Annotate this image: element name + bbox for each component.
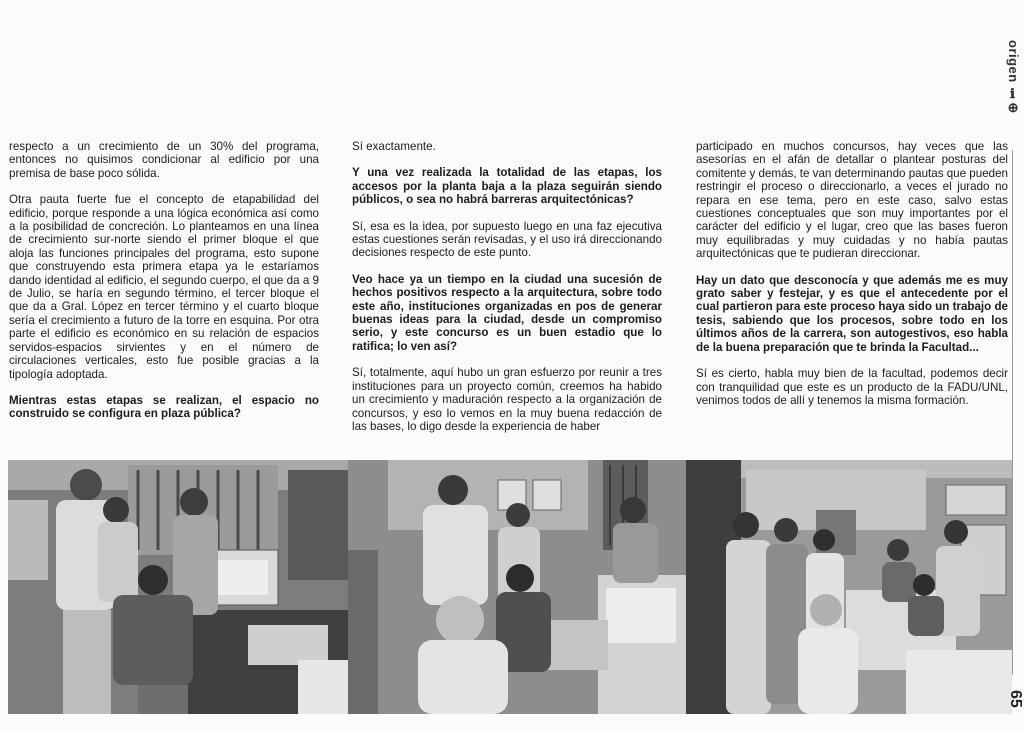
photo-office-center-image bbox=[348, 460, 686, 714]
paragraph: respecto a un crecimiento de un 30% del programa, entonces no quisimos condicionar al edificio por una premisa de base poco sólida. bbox=[9, 140, 319, 180]
logo-text bbox=[1006, 40, 1021, 114]
page-edge-rule bbox=[1012, 150, 1013, 675]
photo-office-left-image bbox=[8, 460, 348, 714]
paragraph: Sí, esa es la idea, por supuesto luego en una faz ejecutiva estas cuestiones serán revisadas, y el uso irá direccionando decisiones respecto de este punto. bbox=[352, 219, 662, 260]
page-number: 65 bbox=[1007, 690, 1024, 708]
interview-question: Mientras estas etapas se realizan, el espacio no construido se configura en plaza pública? bbox=[9, 393, 319, 421]
interview-question: Veo hace ya un tiempo en la ciudad una sucesión de hechos positivos respecto a la arquitectura, sobre todo este año, instituciones organizadas en pos de generar buenas ideas para la ciudad, desde un compromiso serio, y este concurso es un buen estadio que lo ratifica; lo ven así? bbox=[352, 272, 662, 353]
photo-strip bbox=[8, 460, 1012, 714]
photo-office-right bbox=[686, 460, 1012, 714]
paragraph: Otra pauta fuerte fue el concepto de etapabilidad del edificio, porque responde a una lógica económica así como a la posibilidad de concreción. Lo planteamos en una línea de crecimiento sur-norte siendo el primer bloque el que aloja las funciones principales del programa, esto supone que construyendo esta primera etapa ya le estaríamos dando identidad al edificio, el segundo cuerpo, el que da a 9 de Julio, se haría en segundo término, el tercer bloque el que da a Gral. López en tercer término y el cuarto bloque sería el crecimiento a futuro de la torre en esquina. Por otra parte el edificio es económico en su relación de espacios servidos-espacios sirvientes y en el número de circulaciones verticales, esto fue posible gracias a la tipología adoptada. bbox=[9, 193, 319, 381]
paragraph: Sí es cierto, habla muy bien de la facultad, podemos decir con tranquilidad que este es un producto de la FADU/UNL, venimos todos de allí y tenemos la misma formación. bbox=[696, 367, 1008, 407]
photo-office-right-image bbox=[686, 460, 1012, 714]
logo-word: origen bbox=[1006, 40, 1021, 83]
paragraph: Sí exactamente. bbox=[352, 140, 436, 153]
text-column-1 bbox=[9, 140, 319, 434]
photo-office-left bbox=[8, 460, 348, 714]
text-column-2 bbox=[352, 140, 662, 446]
photo-office-center bbox=[348, 460, 686, 714]
interview-question: Hay un dato que desconocía y que además me es muy grato saber y festejar, y es que el antecedente por el cual partieron para este proceso haya sido un trabajo de tesis, sabiendo que los procesos, sobre todo en los últimos años de la carrera, son autogestivos, eso habla de la buena preparación que te brinda la Facultad... bbox=[696, 273, 1008, 354]
logo-mark-icon: ℹ⊕ bbox=[1006, 86, 1021, 114]
paragraph: participado en muchos concursos, hay veces que las asesorías en el afán de detallar o plantear posturas del comitente y demás, te van determinando pautas que pueden restringir el proceso o direccionarlo, a veces el jurado no repara en ese tema, pero en este caso, salvo estas cuestiones conceptuales que son muy importantes por el carácter del edificio y el lugar, creo que las bases fueron muy equilibradas y muy cuidadas y no había pautas arquitectónicas que te pudieran direccionar. bbox=[696, 140, 1008, 261]
text-column-3 bbox=[696, 140, 1008, 420]
paragraph: Sí, totalmente, aquí hubo un gran esfuerzo por reunir a tres instituciones para un proyecto común, creemos ha habido un crecimiento y maduración respecto a la organización de concursos, y eso lo vemos en la muy buena redacción de las bases, lo digo desde la experiencia de haber bbox=[352, 366, 662, 433]
interview-question: Y una vez realizada la totalidad de las etapas, los accesos por la planta baja a la plaza seguirán siendo públicos, o sea no habrá barreras arquitectónicas? bbox=[352, 166, 662, 207]
magazine-logo bbox=[1006, 40, 1024, 140]
